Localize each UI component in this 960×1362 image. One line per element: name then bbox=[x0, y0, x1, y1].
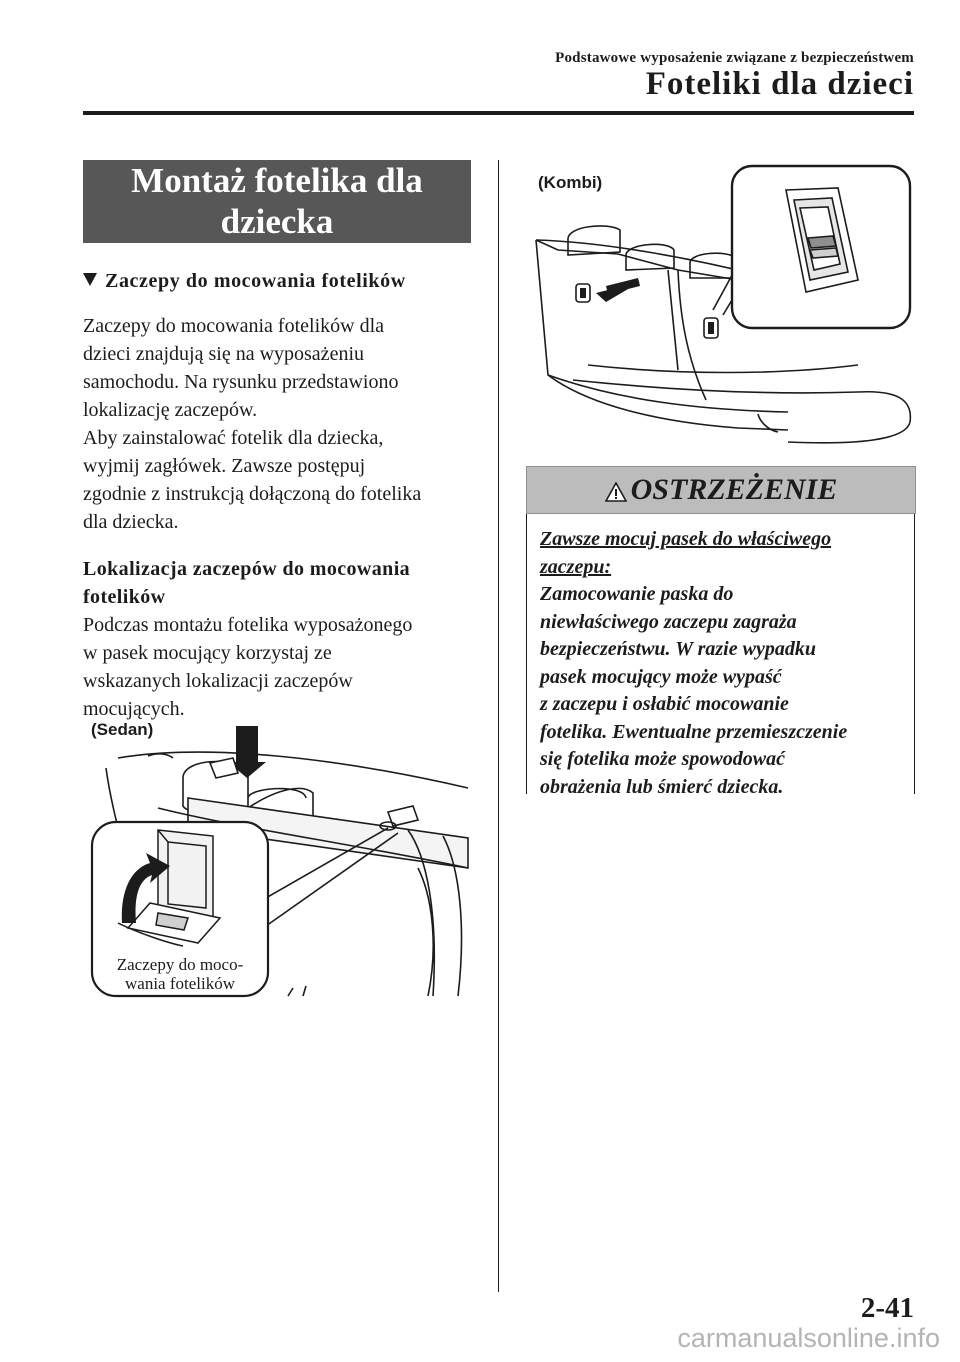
warning-title: OSTRZEŻENIE bbox=[630, 473, 838, 506]
callout-line1: Zaczepy do moco- bbox=[116, 955, 244, 974]
kombi-seat-illustration bbox=[528, 160, 918, 450]
triangle-bullet-icon bbox=[83, 273, 97, 286]
column-divider bbox=[498, 160, 499, 1292]
section-title-box bbox=[83, 160, 471, 243]
kombi-label: (Kombi) bbox=[538, 173, 603, 192]
location-paragraph bbox=[83, 555, 483, 723]
location-line: Podczas montażu fotelika wyposażonego bbox=[83, 614, 413, 636]
warning-emphasis-line1: Zawsze mocuj pasek do właściwego bbox=[540, 528, 832, 550]
section-title-line2: dziecka bbox=[220, 202, 334, 241]
location-line: wskazanych lokalizacji zaczepów bbox=[83, 670, 353, 692]
location-line: w pasek mocujący korzystaj ze bbox=[83, 642, 332, 664]
subheading-text: Zaczepy do mocowania fotelików bbox=[105, 270, 406, 292]
intro-line: wyjmij zagłówek. Zawsze postępuj bbox=[83, 455, 366, 477]
header-rule bbox=[83, 111, 914, 115]
intro-line: Aby zainstalować fotelik dla dziecka, bbox=[83, 427, 384, 449]
location-heading-line2: fotelików bbox=[83, 586, 166, 608]
sedan-callout-text bbox=[100, 955, 260, 993]
warning-border-left bbox=[526, 514, 527, 794]
warning-line: z zaczepu i osłabić mocowanie bbox=[540, 693, 789, 715]
location-heading-line1: Lokalizacja zaczepów do mocowania bbox=[83, 558, 411, 580]
watermark: carmanualsonline.info bbox=[677, 1323, 940, 1353]
warning-line: Zamocowanie paska do bbox=[540, 583, 734, 605]
intro-line: dzieci znajdują się na wyposażeniu bbox=[83, 343, 364, 365]
intro-line: samochodu. Na rysunku przedstawiono bbox=[83, 371, 399, 393]
chapter-title: Foteliki dla dzieci bbox=[645, 66, 914, 102]
warning-header bbox=[526, 466, 916, 514]
warning-body bbox=[540, 526, 910, 801]
callout-line2: wania fotelików bbox=[125, 974, 235, 993]
warning-line: obrażenia lub śmierć dziecka. bbox=[540, 775, 784, 798]
subheading bbox=[83, 270, 406, 293]
warning-box bbox=[526, 466, 916, 798]
chapter-subtitle: Podstawowe wyposażenie związane z bezpieczeństwem bbox=[555, 50, 914, 66]
page-number: 2-41 bbox=[860, 1292, 914, 1324]
warning-line: fotelika. Ewentualne przemieszczenie bbox=[540, 720, 848, 743]
warning-line: się fotelika może spowodować bbox=[540, 748, 785, 770]
warning-line: bezpieczeństwu. W razie wypadku bbox=[540, 638, 816, 660]
section-title-line1: Montaż fotelika dla bbox=[131, 161, 423, 200]
intro-line: zgodnie z instrukcją dołączoną do fotelika bbox=[83, 483, 422, 505]
warning-line: pasek mocujący może wypaść bbox=[540, 665, 782, 688]
warning-border-right bbox=[914, 514, 915, 794]
location-line: mocujących. bbox=[83, 698, 185, 720]
warning-line: niewłaściwego zaczepu zagraża bbox=[540, 610, 797, 633]
intro-line: Zaczepy do mocowania fotelików dla bbox=[83, 315, 384, 337]
warning-triangle-icon bbox=[605, 482, 627, 502]
intro-line: dla dziecka. bbox=[83, 511, 179, 533]
warning-emphasis-line2: zaczepu: bbox=[540, 555, 612, 578]
intro-line: lokalizację zaczepów. bbox=[83, 399, 258, 421]
sedan-label: (Sedan) bbox=[91, 720, 154, 739]
intro-paragraph bbox=[83, 312, 483, 536]
